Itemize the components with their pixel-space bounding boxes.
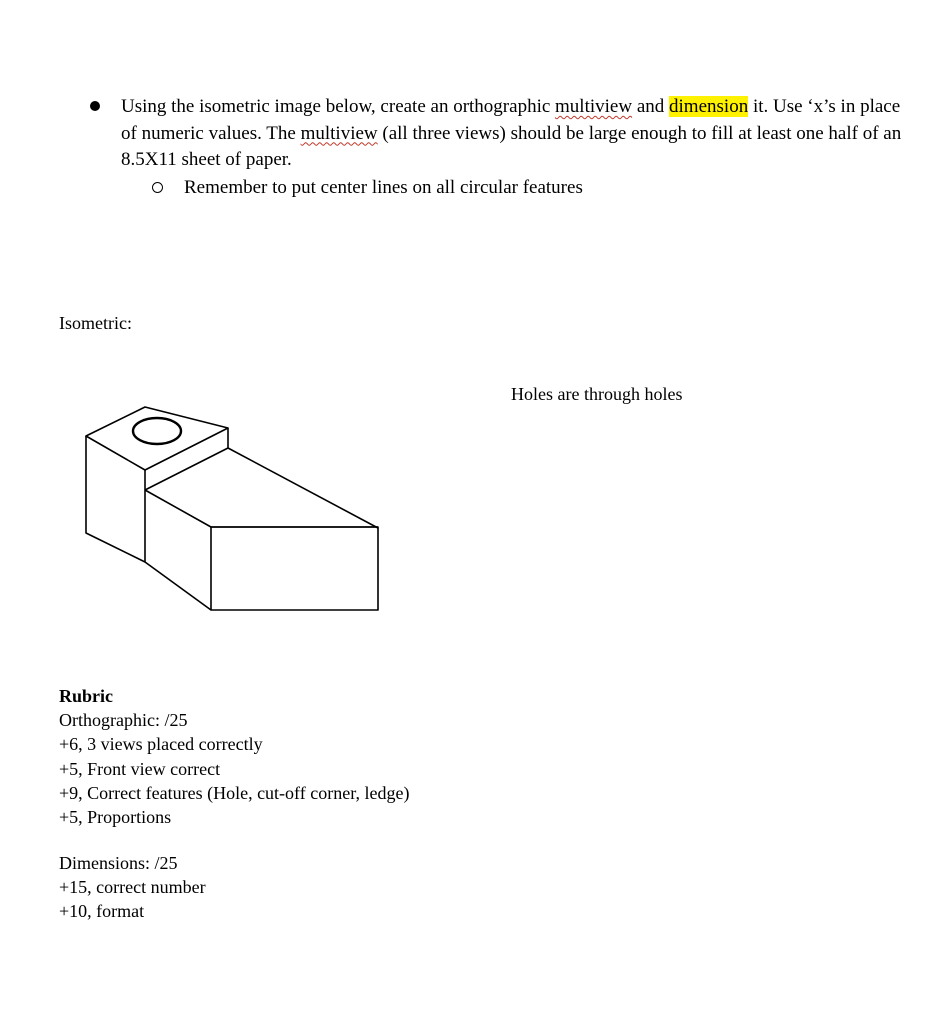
dimensions-section xyxy=(59,851,206,924)
dimensions-header: Dimensions: /25 xyxy=(59,853,178,873)
sub-bullet-icon xyxy=(152,182,163,193)
top-block-right-face xyxy=(145,428,228,490)
holes-note: Holes are through holes xyxy=(511,384,683,404)
ledge-top-face xyxy=(228,448,378,528)
orthographic-header: Orthographic: /25 xyxy=(59,710,188,731)
rubric-item: +6, 3 views placed correctly xyxy=(59,734,263,755)
top-block-left-face xyxy=(86,436,145,562)
sub-item-text: Remember to put center lines on all circular features xyxy=(184,177,583,198)
instruction-part4: (all three views) should be large enough to fill at least one half of an 8.5X11 sheet of paper. xyxy=(121,122,902,170)
multiview-word-2: multiview xyxy=(300,122,378,144)
instruction-part2: and xyxy=(632,96,670,117)
isometric-label: Isometric: xyxy=(59,313,132,333)
top-block-top-face xyxy=(86,407,228,470)
isometric-drawing xyxy=(80,398,390,618)
dimensions-item: +15, correct number xyxy=(59,877,206,898)
instruction-part1: Using the isometric image below, create an orthographic xyxy=(121,96,556,117)
instruction-text xyxy=(121,94,911,174)
multiview-word: multiview xyxy=(555,96,633,117)
hole-circle xyxy=(133,418,181,444)
dimension-word-highlight: dimension xyxy=(669,96,749,117)
rubric-section xyxy=(59,684,409,829)
rubric-item: +5, Front view correct xyxy=(59,758,221,779)
rubric-item: +5, Proportions xyxy=(59,807,172,828)
dimensions-item: +10, format xyxy=(59,901,145,922)
rubric-title: Rubric xyxy=(59,686,113,706)
ledge-front-face xyxy=(211,527,378,610)
rubric-item: +9, Correct features (Hole, cut-off corner, ledge) xyxy=(59,782,410,803)
bullet-icon xyxy=(90,101,100,111)
instruction-part3: it. Use ‘x’s in place of numeric values. The xyxy=(121,96,901,144)
